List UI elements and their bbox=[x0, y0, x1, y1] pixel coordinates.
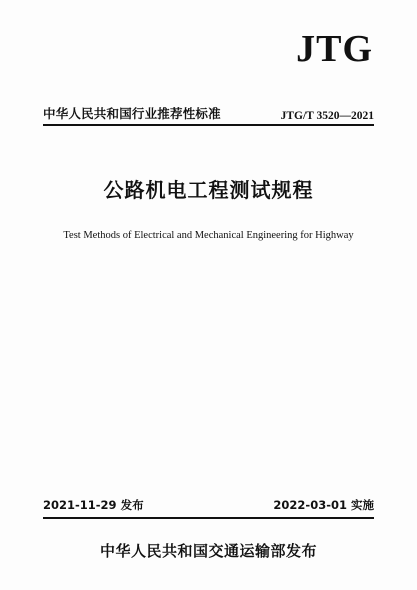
standard-number: JTG/T 3520—2021 bbox=[280, 110, 374, 122]
jtg-logo: JTG bbox=[296, 28, 373, 70]
bottom-divider bbox=[43, 517, 374, 519]
title-english: Test Methods of Electrical and Mechanical Engineering for Highway bbox=[63, 230, 354, 241]
issuing-authority: 中华人民共和国交通运输部发布 bbox=[99, 542, 317, 560]
effective-date: 2022-03-01 实施 bbox=[273, 498, 374, 512]
issue-date: 2021-11-29 发布 bbox=[43, 498, 144, 512]
title-chinese: 公路机电工程测试规程 bbox=[103, 178, 314, 202]
header-row bbox=[43, 102, 374, 122]
date-row bbox=[43, 497, 374, 513]
standard-category: 中华人民共和国行业推荐性标准 bbox=[43, 106, 221, 121]
top-divider bbox=[43, 124, 374, 126]
